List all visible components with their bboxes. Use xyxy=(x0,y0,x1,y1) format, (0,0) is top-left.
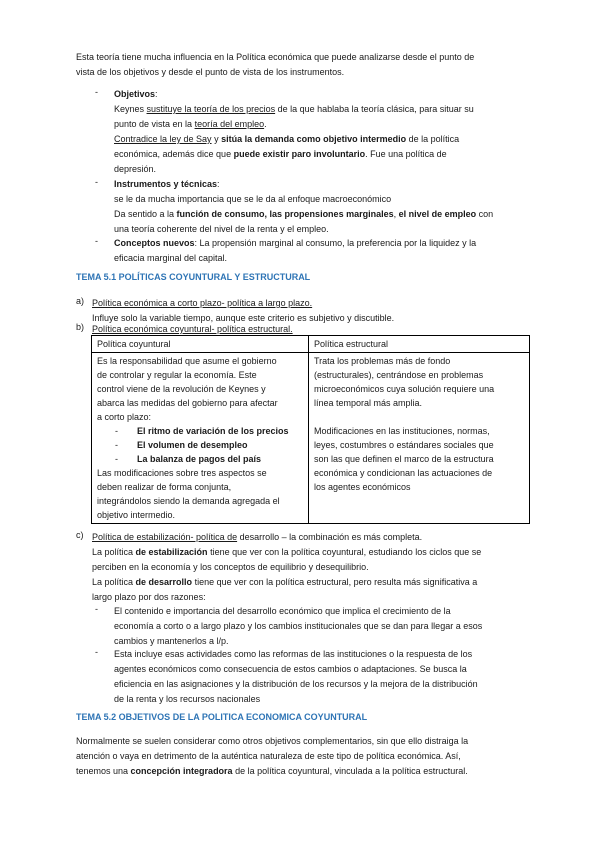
conceptos-title: Conceptos nuevos xyxy=(114,238,195,248)
list-item: - El ritmo de variación de los precios xyxy=(115,426,289,436)
item-c-title: Política de estabilización- política de xyxy=(92,532,238,542)
conceptos-dash: - xyxy=(95,236,98,246)
ley-say-underline: Contradice la ley de Say xyxy=(114,134,212,144)
table-cell-coyuntural: Es la responsabilidad que asume el gobierno de controlar y regular la economía. Este control viene de la revolución de Keynes y abarca las medidas del gobierno para afectar a corto plazo: - El ritmo de variación de los precios - El volumen de desempleo - La balanza de pagos del país Las modificaciones sobre tres aspectos se deben realizar de forma conjunta, integrándolos siendo la demanda agregada el objetivo intermedio. xyxy=(92,353,309,524)
item-c-block: Política de estabilización- política de desarrollo – la combinación es más completa. La política de estabilización tiene que ver con la política coyuntural, estudiando los ciclos que se perciben en la economía y los conceptos de equilibrio y desequilibrio. La política de desarrollo tiene que ver con la política estructural, pero resulta más significativa a largo plazo por dos razones: xyxy=(92,532,482,602)
item-a-text: Influye solo la variable tiempo, aunque este criterio es subjetivo y discutible. xyxy=(92,313,395,323)
list-item: - El volumen de desempleo xyxy=(115,440,248,450)
table-cell-estructural: Trata los problemas más de fondo (estructurales), centrándose en problemas microeconómicos cuya solución requiere una línea temporal más amplia. Modificaciones en las instituciones, normas, leyes, costumbres o estándares sociales que son las que definen el marco de la estructura económica y condicionan las actuaciones de los agentes económicos xyxy=(309,353,530,524)
item-c-label: c) xyxy=(76,530,84,540)
comparison-table xyxy=(91,335,530,524)
item-c-dash-2: - xyxy=(95,647,98,657)
instrumentos-block: Instrumentos y técnicas: se le da mucha importancia que se le da al enfoque macroeconómico Da sentido a la función de consumo, las propensiones marginales, el nivel de empleo con una teoría coherente del nivel de la renta y el empleo. xyxy=(114,179,494,234)
intro-line-2: vista de los objetivos y desde el punto de vista de los instrumentos. xyxy=(76,67,345,77)
table-row xyxy=(92,353,530,524)
teoria-precios-underline: sustituye la teoría de los precios xyxy=(146,104,276,114)
instrumentos-dash: - xyxy=(95,177,98,187)
item-c-reason-1: El contenido e importancia del desarrollo económico que implica el crecimiento de la economía a corto o a largo plazo y los cambios institucionales que se dan para llegar a esos cambios y mantenerlos a l/p. xyxy=(114,606,483,646)
intro-line-1: Esta teoría tiene mucha influencia en la Política económica que puede analizarse desde el punto de xyxy=(76,52,475,62)
table-header-row xyxy=(92,336,530,353)
item-b-title: Política económica coyuntural- política estructural. xyxy=(92,324,293,334)
conceptos-block: Conceptos nuevos: La propensión marginal al consumo, la preferencia por la liquidez y la eficacia marginal del capital. xyxy=(114,238,477,263)
tema-5-1-heading: TEMA 5.1 POLÍTICAS COYUNTURAL Y ESTRUCTURAL xyxy=(76,272,311,282)
instrumentos-title: Instrumentos y técnicas xyxy=(114,179,218,189)
item-c-reason-2: Esta incluye esas actividades como las reformas de las instituciones o la respuesta de los agentes económicos como consecuencia de estos cambios o adaptaciones. Se busca la eficiencia en las asignaciones y la distribución de los recursos y la mejora de la distribución de la renta y los recursos nacionales xyxy=(114,649,478,704)
intro-paragraph xyxy=(76,50,526,80)
table-header-coyuntural: Política coyuntural xyxy=(92,336,309,353)
objetivos-title: Objetivos xyxy=(114,89,156,99)
tema-5-2-heading: TEMA 5.2 OBJETIVOS DE LA POLITICA ECONOMICA COYUNTURAL xyxy=(76,712,368,722)
item-b-label: b) xyxy=(76,322,85,332)
objetivos-dash: - xyxy=(95,87,98,97)
table-header-estructural: Política estructural xyxy=(309,336,530,353)
objetivos-block: Objetivos: Keynes sustituye la teoría de los precios de la que hablaba la teoría clásica, para situar su punto de vista en la teoría del empleo. Contradice la ley de Say y sitúa la demanda como objetivo intermedio de la política económica, además dice que puede existir paro involuntario. Fue una política de depresión. xyxy=(114,89,474,174)
item-a-label: a) xyxy=(76,296,85,306)
item-a-title: Política económica a corto plazo- política a largo plazo. xyxy=(92,298,313,308)
final-paragraph: Normalmente se suelen considerar como otros objetivos complementarios, sin que ello distraiga la atención o vaya en detrimento de la auténtica naturaleza de este tipo de política económica. Así, tenemos una concepción integradora de la política coyuntural, vinculada a la política estructural. xyxy=(76,736,469,776)
teoria-empleo-underline: teoría del empleo xyxy=(194,119,265,129)
item-c-dash-1: - xyxy=(95,604,98,614)
list-item: - La balanza de pagos del país xyxy=(115,454,262,464)
